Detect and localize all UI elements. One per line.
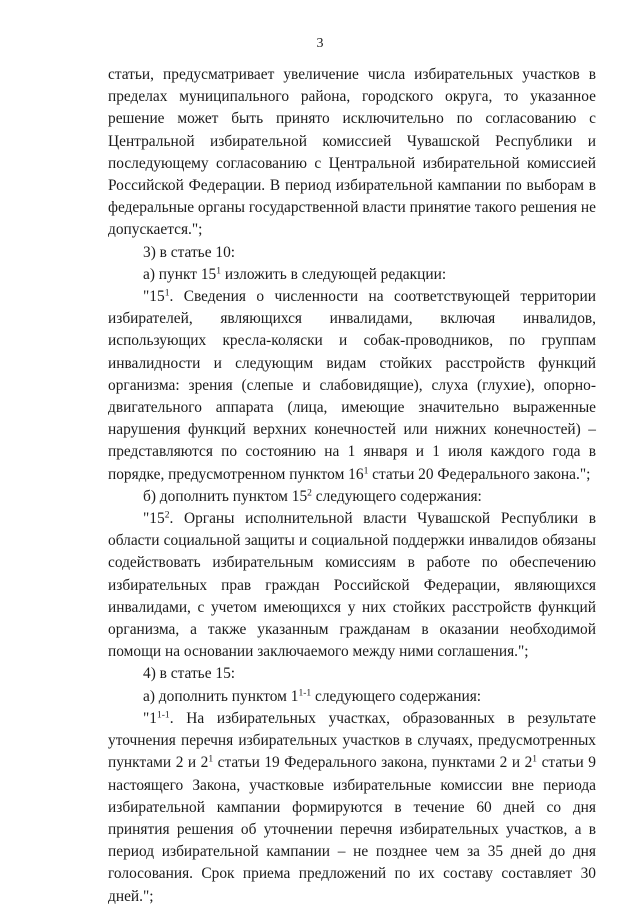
text-segment: статьи, предусматривает увеличение числа избирательных участков в пределах муниципального района, городского округа, то указанное решение может быть принято исключительно по согласованию с Центральной избирательной комиссией Чувашской Республики и последующему согласованию с Центральной избирательной комиссией Российской Федерации. В период избирательной кампании по выборам в федеральные органы государственной власти принятие такого решения не допускается."; <box>108 66 596 239</box>
text-segment: статьи 20 Федерального закона."; <box>368 465 591 483</box>
paragraph-p7 <box>108 686 596 708</box>
text-segment: статьи 19 Федерального закона, пунктами 2 и 2 <box>213 754 533 772</box>
paragraph-p4 <box>108 486 596 508</box>
text-segment: "15 <box>143 510 165 528</box>
superscript: 1 <box>532 753 538 765</box>
text-segment: следующего содержания: <box>311 487 482 505</box>
superscript: 2 <box>164 509 170 521</box>
superscript: 2 <box>307 487 312 499</box>
superscript: 1-1 <box>156 709 170 721</box>
paragraph-p6 <box>108 663 596 685</box>
text-segment: а) дополнить пунктом 1 <box>143 687 299 705</box>
text-segment: а) пункт 15 <box>143 265 217 283</box>
page-number: 3 <box>316 36 324 51</box>
text-segment: . Органы исполнительной власти Чувашской Республики в области социальной защиты и социальной поддержки инвалидов обязаны содействовать избирательным комиссиям в работе по обеспечению избирательных прав граждан Российской Федерации, являющихся инвалидами, с учетом имеющихся у них стойких расстройств функций организма, а также указанным гражданам в оказании необходимой помощи на основании заключаемого между ними соглашения."; <box>108 510 596 661</box>
text-segment: "15 <box>143 288 165 306</box>
superscript: 1 <box>363 464 369 476</box>
text-segment: 3) в статье 10: <box>143 243 236 261</box>
text-segment: следующего содержания: <box>311 687 482 705</box>
document-body <box>108 64 596 908</box>
text-segment: статьи 9 настоящего Закона, участковые избирательные комиссии вне периода избирательной кампании формируются в течение 60 дней со дня принятия решения об уточнении перечня избирательных участков, а в период избирательной кампании – не позднее чем за 35 дней до дня голосования. Срок приема предложений по их составу составляет 30 дней."; <box>108 754 596 905</box>
paragraph-p1 <box>108 242 596 264</box>
text-segment: 4) в статье 15: <box>143 665 236 683</box>
paragraph-p8 <box>108 708 596 908</box>
superscript: 1 <box>164 287 170 299</box>
superscript: 1 <box>216 265 221 277</box>
paragraph-p5 <box>108 508 596 663</box>
paragraph-p2 <box>108 264 596 286</box>
paragraph-p3 <box>108 286 596 486</box>
text-segment: изложить в следующей редакции: <box>220 265 447 283</box>
text-segment: б) дополнить пунктом 15 <box>143 487 308 505</box>
text-segment: . На избирательных участках, образованных в результате уточнения перечня избирательных участков в случаях, предусмотренных пунктами 2 и 2 <box>108 709 596 772</box>
text-segment: . Сведения о численности на соответствующей территории избирателей, являющихся инвалидами, включая инвалидов, использующих кресла-коляски и собак-проводников, по группам инвалидности и следующим видам стойких расстройств функций организма: зрения (слепые и слабовидящие), слуха (глухие), опорно-двигательного аппарата (лица, имеющие значительно выраженные нарушения функций верхних конечностей или нижних конечностей) – представляются по состоянию на 1 января и 1 июля каждого года в порядке, предусмотренном пунктом 16 <box>108 288 596 483</box>
paragraph-p0 <box>108 64 596 242</box>
superscript: 1-1 <box>298 686 312 698</box>
text-segment: "1 <box>143 709 157 727</box>
superscript: 1 <box>208 753 214 765</box>
